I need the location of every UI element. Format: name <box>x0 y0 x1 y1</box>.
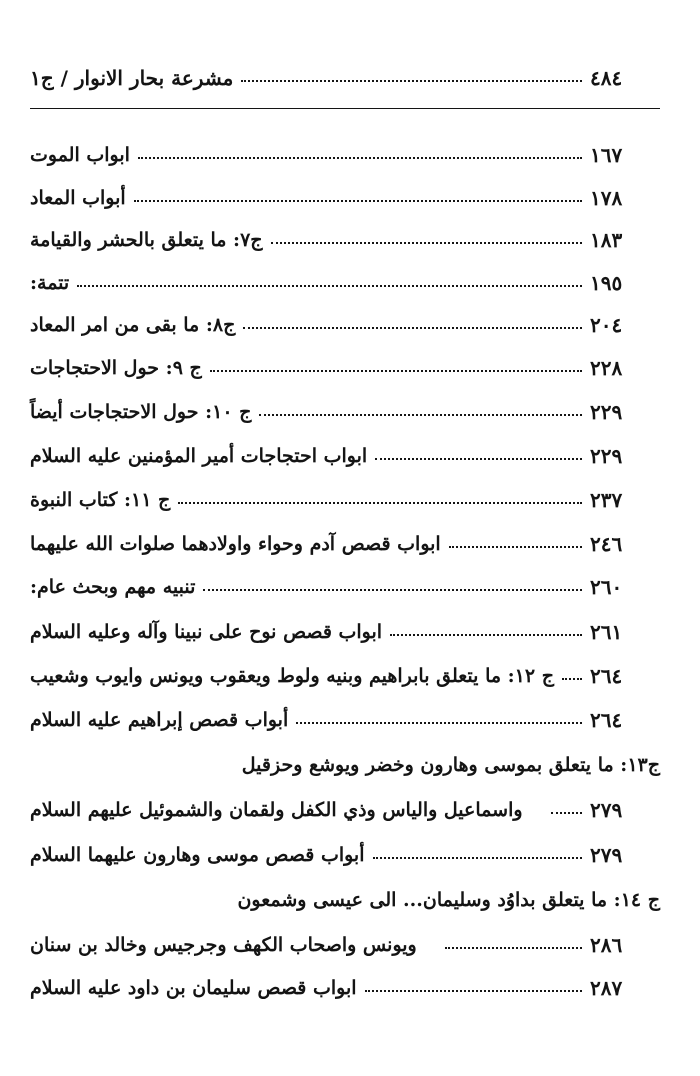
toc-entry <box>30 656 660 696</box>
dot-leader <box>259 414 582 416</box>
entry-page: ٢٤٦ <box>590 532 623 556</box>
entry-title: ج ١١: كتاب النبوة <box>30 489 171 511</box>
entry-title: أبواب المعاد <box>30 187 126 209</box>
toc-entry <box>30 524 660 564</box>
running-header <box>30 58 660 98</box>
dot-leader <box>373 857 582 859</box>
toc-entry <box>30 178 660 218</box>
entry-page: ٢٦٠ <box>590 575 623 599</box>
dot-leader <box>77 285 582 287</box>
entry-title: ج٨: ما بقى من امر المعاد <box>30 314 236 336</box>
entry-page: ٢٨٦ <box>590 933 623 957</box>
entry-title: تتمة: <box>30 272 70 294</box>
toc-entry-first-line: ج١٣: ما يتعلق بموسى وهارون وخضر ويوشع وحزقيل <box>241 754 660 776</box>
entry-title: ابواب احتجاجات أمير المؤمنين عليه السلام <box>30 445 368 467</box>
entry-page: ٢٧٩ <box>590 843 623 867</box>
toc-entry <box>30 835 660 875</box>
entry-page: ٢٨٧ <box>590 976 623 1000</box>
toc-entry <box>30 263 660 303</box>
entry-title: ابواب قصص نوح على نبينا وآله وعليه السلام <box>30 621 383 643</box>
dot-leader <box>445 947 582 949</box>
dot-leader <box>241 80 582 82</box>
toc-entry <box>30 968 660 1008</box>
dot-leader <box>390 634 582 636</box>
entry-page: ٢٧٩ <box>590 798 623 822</box>
book-title: مشرعة بحار الانوار / ج١ <box>30 66 234 90</box>
entry-page: ٢٦٤ <box>590 664 623 688</box>
entry-title: ابواب قصص آدم وحواء واولادهما صلوات الله عليهما <box>30 533 441 555</box>
dot-leader <box>271 242 582 244</box>
entry-page: ١٧٨ <box>590 186 623 210</box>
dot-leader <box>210 370 582 372</box>
entry-title: ابواب قصص سليمان بن داود عليه السلام <box>30 977 357 999</box>
entry-title: أبواب قصص موسى وهارون عليهما السلام <box>30 844 365 866</box>
entry-page: ٢٢٩ <box>590 400 623 424</box>
dot-leader <box>449 546 582 548</box>
dot-leader <box>138 157 582 159</box>
toc-entry <box>30 567 660 607</box>
entry-page: ٢٦١ <box>590 620 623 644</box>
entry-continuation: ويونس واصحاب الكهف وجرجيس وخالد بن سنان <box>30 934 417 956</box>
dot-leader <box>375 458 582 460</box>
toc-entry <box>30 305 660 345</box>
entry-page: ٢٢٨ <box>590 356 623 380</box>
toc-entry <box>30 348 660 388</box>
entry-title: ج ٩: حول الاحتجاجات <box>30 357 202 379</box>
dot-leader <box>134 200 582 202</box>
toc-entry-first-line: ج ١٤: ما يتعلق بداوُد وسليمان... الى عيسى وشمعون <box>237 889 660 911</box>
entry-title: أبواب قصص إبراهيم عليه السلام <box>30 709 289 731</box>
toc-entry <box>30 700 660 740</box>
dot-leader <box>551 812 582 814</box>
entry-title: ابواب الموت <box>30 144 130 166</box>
entry-page: ٢٢٩ <box>590 444 623 468</box>
entry-title: ج٧: ما يتعلق بالحشر والقيامة <box>30 229 263 251</box>
page-number: ٤٨٤ <box>590 66 623 90</box>
toc-entry <box>30 612 660 652</box>
toc-entry <box>30 480 660 520</box>
dot-leader <box>296 722 582 724</box>
dot-leader <box>178 502 582 504</box>
entry-page: ١٩٥ <box>590 271 623 295</box>
header-rule <box>30 108 660 109</box>
entry-title: ج ١٠: حول الاحتجاجات أيضاً <box>30 401 252 423</box>
toc-entry <box>30 392 660 432</box>
toc-entry <box>30 135 660 175</box>
dot-leader <box>562 678 582 680</box>
entry-page: ١٨٣ <box>590 228 623 252</box>
toc-entry <box>30 220 660 260</box>
dot-leader <box>203 589 582 591</box>
entry-title: ج ١٢: ما يتعلق بابراهيم وبنيه ولوط ويعقوب ويونس وايوب وشعيب <box>30 665 554 687</box>
entry-continuation: واسماعيل والياس وذي الكفل ولقمان والشموئيل عليهم السلام <box>30 799 523 821</box>
entry-page: ٢٦٤ <box>590 708 623 732</box>
entry-title: تنبيه مهم وبحث عام: <box>30 576 196 598</box>
toc-entry <box>30 790 660 830</box>
dot-leader <box>365 990 582 992</box>
entry-page: ٢٣٧ <box>590 488 623 512</box>
entry-page: ١٦٧ <box>590 143 623 167</box>
entry-page: ٢٠٤ <box>590 313 623 337</box>
toc-entry <box>30 925 660 965</box>
toc-entry <box>30 436 660 476</box>
dot-leader <box>243 327 582 329</box>
